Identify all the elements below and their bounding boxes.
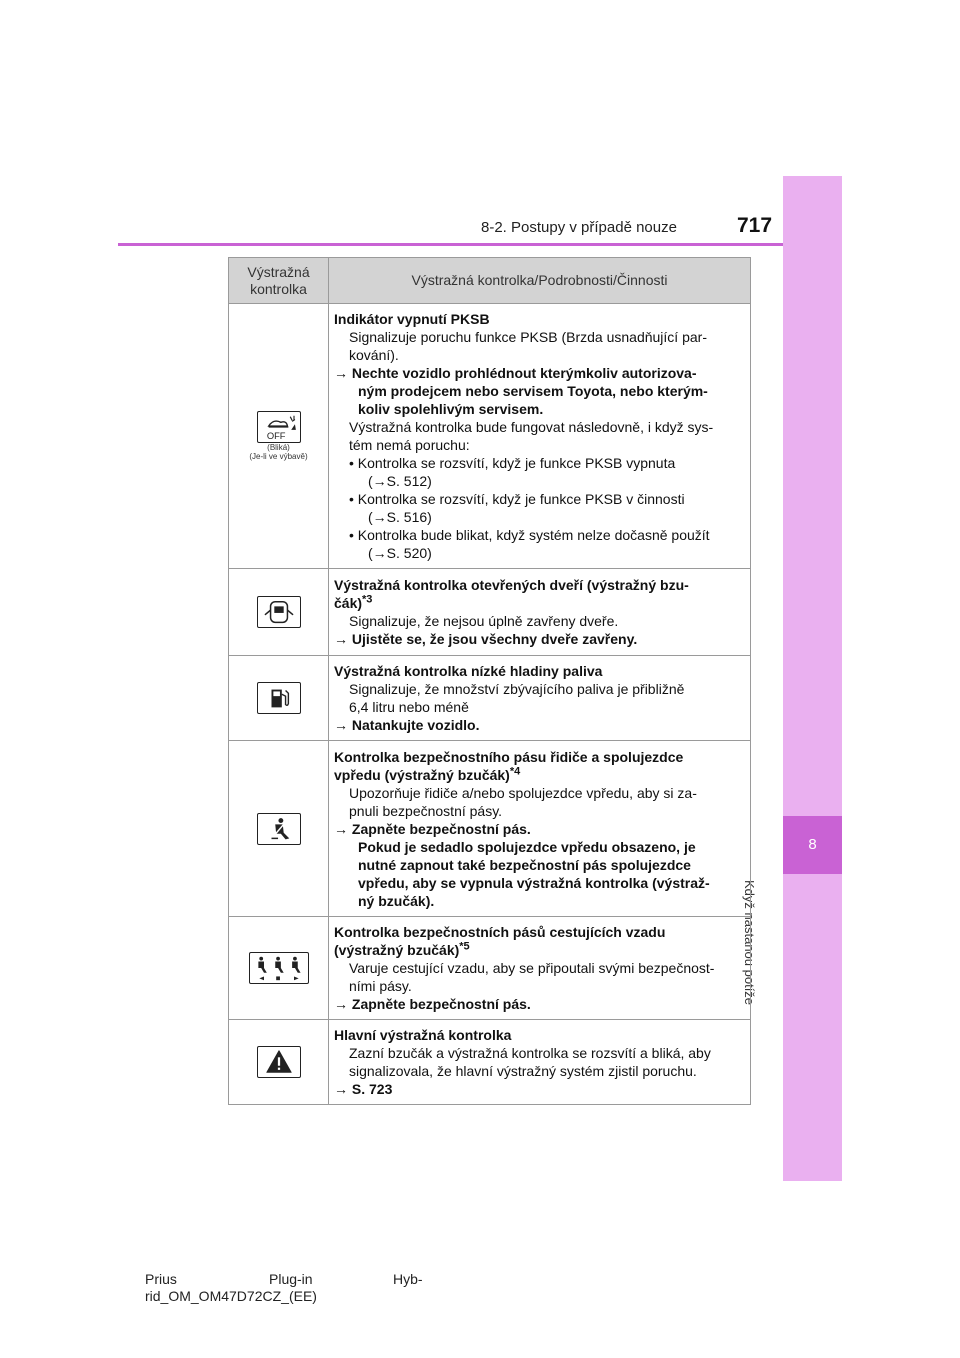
row-title: Hlavní výstražná kontrolka: [334, 1027, 512, 1043]
footnote-ref: *4: [509, 764, 521, 777]
bullet-item: • Kontrolka bude blikat, když systém nelze dočasně použít: [349, 527, 710, 543]
text-line: Výstražná kontrolka bude fungovat následovně, i když sys-: [349, 419, 714, 435]
footer-word: Hyb-: [393, 1271, 423, 1287]
chapter-title: [741, 880, 834, 1060]
row-title-text: (výstražný bzučák): [334, 942, 460, 958]
footer-doc-id: [145, 1271, 423, 1305]
row-title: Kontrolka bezpečnostního pásu řidiče a spolujezdce: [334, 748, 684, 765]
chapter-number: 8: [783, 816, 842, 874]
warning-lights-table: [228, 257, 751, 1105]
bullet-item: • Kontrolka se rozsvítí, když je funkce PKSB v činnosti: [349, 491, 685, 507]
fuel-pump-icon: [257, 682, 301, 714]
svg-text:OFF: OFF: [266, 431, 286, 442]
section-title: 8-2. Postupy v případě nouze: [481, 219, 677, 236]
column-header-details: Výstražná kontrolka/Podrobnosti/Činnosti: [329, 258, 751, 304]
action-line: → S. 723: [334, 1081, 393, 1097]
action-line: → Natankujte vozidlo.: [334, 717, 480, 733]
header-rule: [118, 243, 783, 246]
text-line: Upozorňuje řidiče a/nebo spolujezdce vpředu, aby si za-: [349, 784, 697, 801]
description-cell: [329, 1020, 751, 1105]
row-title: Výstražná kontrolka nízké hladiny paliva: [334, 663, 603, 679]
description-cell: [329, 656, 751, 741]
icon-cell: [229, 569, 329, 656]
description-cell: [329, 917, 751, 1020]
action-line: → Zapněte bezpečnostní pás.: [334, 996, 531, 1012]
table-row: [229, 656, 751, 741]
open-door-icon: [257, 596, 301, 628]
bullet-item: • Kontrolka se rozsvítí, když je funkce PKSB vypnuta: [349, 455, 676, 471]
text-line: signalizovala, že hlavní výstražný systém zjistil poruchu.: [349, 1063, 697, 1079]
text-line: kování).: [349, 347, 399, 363]
row-title-text: čák): [334, 595, 363, 611]
description-cell: [329, 304, 751, 569]
text-line: Varuje cestující vzadu, aby se připoutali svými bezpečnost-: [349, 960, 715, 976]
text-line: Zazní bzučák a výstražná kontrolka se rozsvítí a bliká, aby: [349, 1045, 711, 1061]
action-line: Pokud je sedadlo spolujezdce vpředu obsazeno, je: [358, 838, 696, 855]
footer-line-1: [145, 1271, 423, 1288]
footnote-ref: *3: [362, 593, 373, 606]
action-line: → Ujistěte se, že jsou všechny dveře zavřeny.: [334, 631, 638, 647]
icon-cell: [229, 1020, 329, 1105]
page-reference: (→S. 516): [368, 509, 432, 525]
master-warning-icon: [257, 1046, 301, 1078]
rear-seatbelts-icon: [249, 952, 309, 984]
table-row: [229, 569, 751, 656]
footer-word: Prius: [145, 1271, 177, 1287]
action-line: koliv spolehlivým servisem.: [358, 401, 544, 417]
icon-cell: [229, 304, 329, 569]
text-line: Signalizuje, že množství zbývajícího paliva je přibližně: [349, 681, 685, 697]
table-row: [229, 741, 751, 917]
row-title-cont: [334, 941, 745, 959]
action-line: vpředu, aby se vypnula výstražná kontrolka (výstraž-: [358, 874, 710, 891]
page-number: 717: [737, 214, 773, 237]
table-row: [229, 1020, 751, 1105]
action-line: ným prodejcem nebo servisem Toyota, nebo kterým-: [358, 383, 708, 399]
table-row: [229, 304, 751, 569]
table-row: [229, 917, 751, 1020]
page-reference: (→S. 520): [368, 545, 432, 561]
seatbelt-icon: [257, 813, 301, 845]
page-reference: (→S. 512): [368, 473, 432, 489]
text-line: pnuli bezpečnostní pásy.: [349, 802, 503, 819]
text-line: 6,4 litru nebo méně: [349, 699, 469, 715]
row-title: Indikátor vypnutí PKSB: [334, 311, 490, 327]
text-line: Signalizuje poruchu funkce PKSB (Brzda usnadňující par-: [349, 329, 707, 345]
equipment-caption: (Je-li ve výbavě): [249, 452, 308, 461]
action-line: nutné zapnout také bezpečnostní pás spolujezdce: [358, 856, 691, 873]
description-cell: [329, 569, 751, 656]
icon-cell: [229, 656, 329, 741]
pksb-off-icon: [257, 411, 301, 443]
action-line: ný bzučák).: [358, 892, 435, 909]
footer-word: Plug-in: [269, 1271, 313, 1287]
column-header-light: Výstražná kontrolka: [229, 258, 329, 304]
chapter-title-text: Když nastanou potíže: [741, 880, 757, 1006]
row-title: Kontrolka bezpečnostních pásů cestujících vzadu: [334, 924, 666, 940]
action-line: → Nechte vozidlo prohlédnout kterýmkoliv autorizova-: [334, 365, 697, 381]
description-cell: [329, 741, 751, 917]
icon-cell: [229, 741, 329, 917]
action-line: → Zapněte bezpečnostní pás.: [334, 820, 531, 837]
text-line: ními pásy.: [349, 978, 412, 994]
icon-cell: [229, 917, 329, 1020]
text-line: Signalizuje, že nejsou úplně zavřeny dveře.: [349, 613, 619, 629]
row-title: Výstražná kontrolka otevřených dveří (výstražný bzu-: [334, 577, 689, 593]
footer-line-2: rid_OM_OM47D72CZ_(EE): [145, 1288, 317, 1304]
footnote-ref: *5: [459, 940, 470, 953]
row-title-cont: [334, 766, 745, 784]
blink-caption: (Bliká): [267, 443, 290, 452]
text-line: tém nemá poruchu:: [349, 437, 470, 453]
row-title-cont: [334, 594, 745, 612]
table-header-row: [229, 258, 751, 304]
row-title-text: vpředu (výstražný bzučák): [334, 766, 510, 783]
